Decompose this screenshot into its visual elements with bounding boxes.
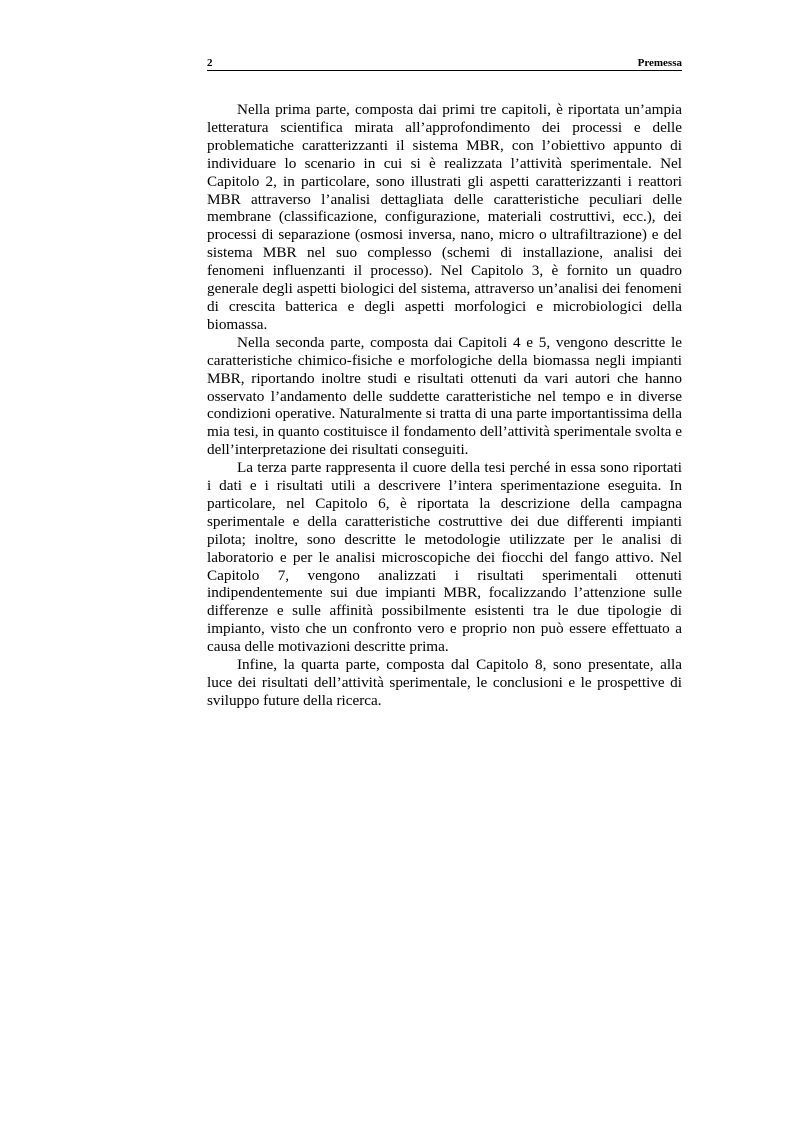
- page-number: 2: [207, 57, 213, 69]
- body-text: [207, 101, 682, 710]
- paragraph-part-three: La terza parte rappresenta il cuore della tesi perché in essa sono riportati i dati e i risultati utili a descrivere l’intera sperimentazione eseguita. In particolare, nel Capitolo 6, è riportata la descrizione della campagna sperimentale e della caratteristiche costruttive dei due differenti impianti pilota; inoltre, sono descritte le metodologie utilizzate per le analisi di laboratorio e per le analisi microscopiche dei fiocchi del fango attivo. Nel Capitolo 7, vengono analizzati i risultati sperimentali ottenuti indipendentemente sui due impianti MBR, focalizzando l’attenzione sulle differenze e sulle affinità possibilmente esistenti tra le due tipologie di impianto, visto che un confronto vero e proprio non può essere effettuato a causa delle motivazioni descritte prima.: [207, 459, 682, 656]
- paragraph-part-one: Nella prima parte, composta dai primi tre capitoli, è riportata un’ampia letteratura scientifica mirata all’approfondimento dei processi e delle problematiche caratterizzanti il sistema MBR, con l’obiettivo appunto di individuare lo scenario in cui si è realizzata l’attività sperimentale. Nel Capitolo 2, in particolare, sono illustrati gli aspetti caratterizzanti i reattori MBR attraverso l’analisi dettagliata delle caratteristiche peculiari delle membrane (classificazione, configurazione, materiali costruttivi, ecc.), dei processi di separazione (osmosi inversa, nano, micro o ultrafiltrazione) e del sistema MBR nel suo complesso (schemi di installazione, analisi dei fenomeni influenzanti il processo). Nel Capitolo 3, è fornito un quadro generale degli aspetti biologici del sistema, attraverso un’analisi dei fenomeni di crescita batterica e degli aspetti morfologici e microbiologici della biomassa.: [207, 101, 682, 333]
- paragraph-part-four: Infine, la quarta parte, composta dal Capitolo 8, sono presentate, alla luce dei risultati dell’attività sperimentale, le conclusioni e le prospettive di sviluppo future della ricerca.: [207, 656, 682, 709]
- running-title: Premessa: [637, 57, 682, 69]
- paragraph-part-two: Nella seconda parte, composta dai Capitoli 4 e 5, vengono descritte le caratteristiche chimico-fisiche e morfologiche della biomassa negli impianti MBR, riportando inoltre studi e risultati ottenuti da vari autori che hanno osservato l’andamento delle suddette caratteristiche nel tempo e in diverse condizioni operative. Naturalmente si tratta di una parte importantissima della mia tesi, in quanto costituisce il fondamento dell’attività sperimentale svolta e dell’interpretazione dei risultati conseguiti.: [207, 333, 682, 459]
- page-header: [207, 57, 682, 71]
